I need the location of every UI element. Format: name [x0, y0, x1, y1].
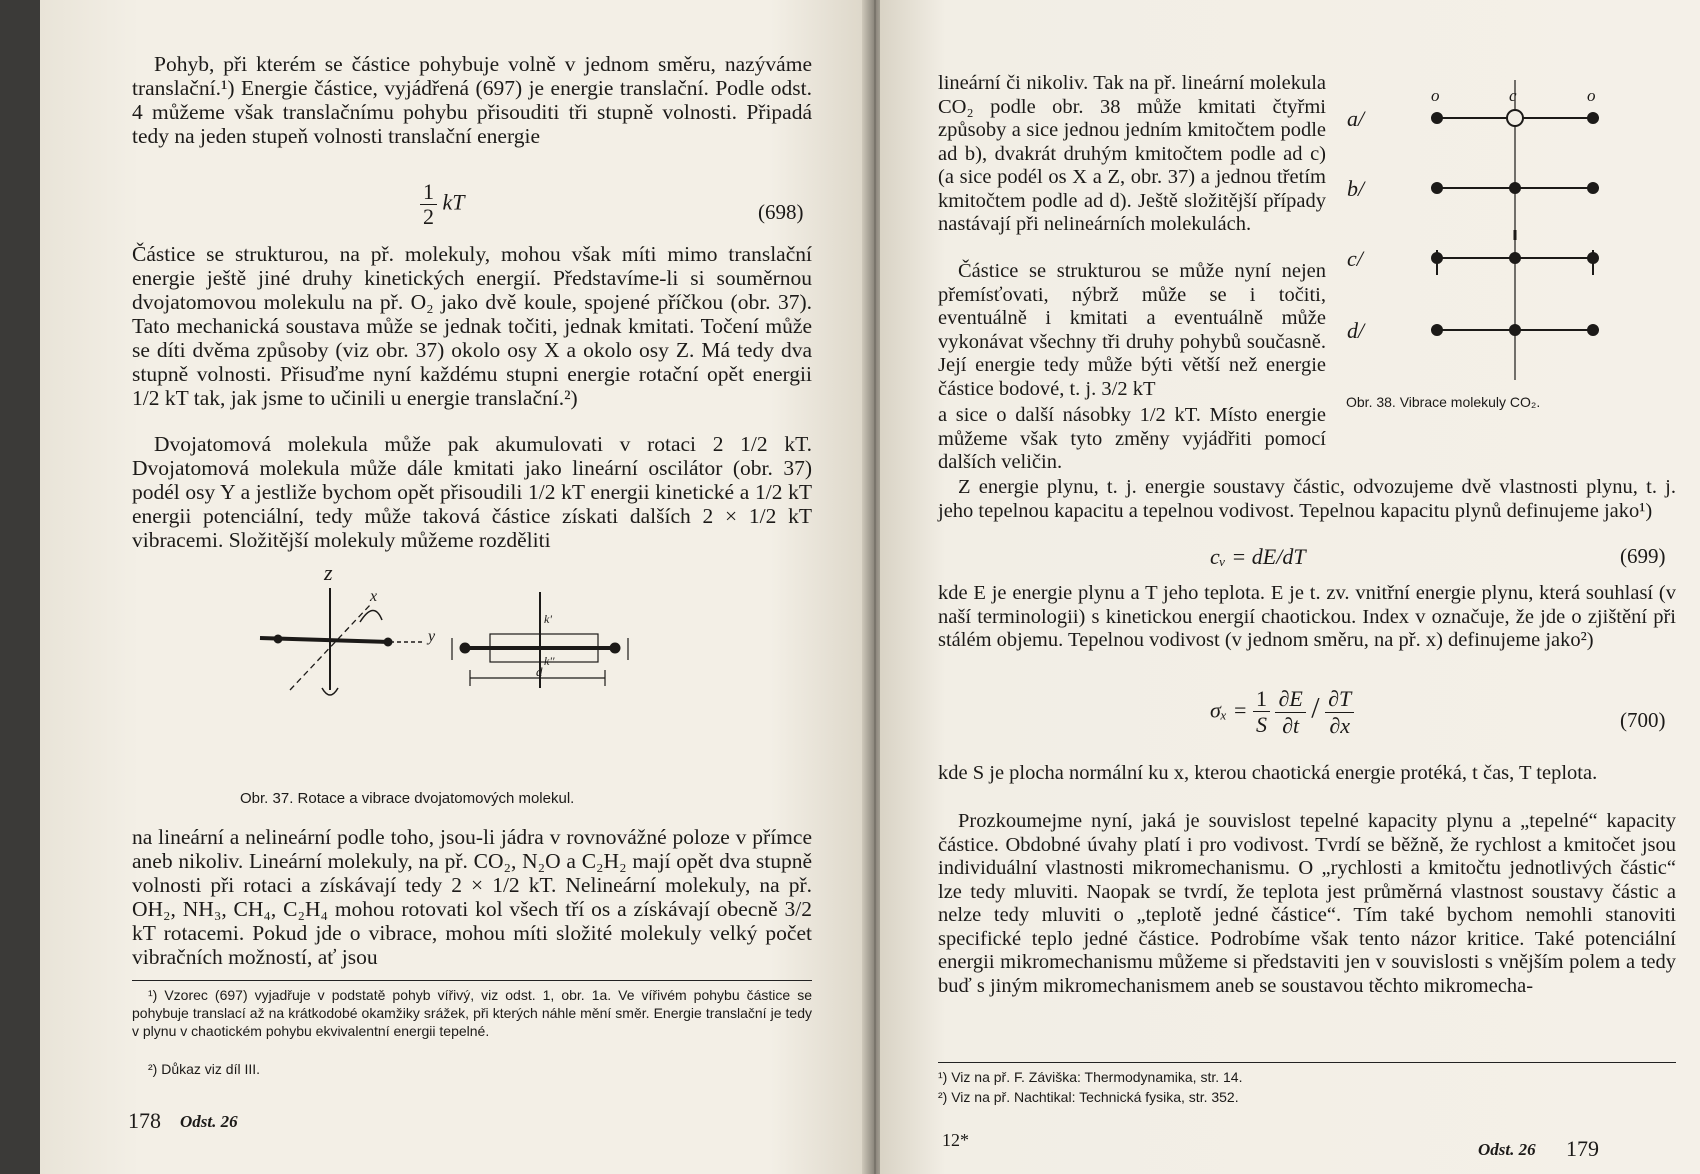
footnote-1: ¹) Vzorec (697) vyjadřuje v podstatě pohyb vířivý, viz odst. 1, obr. 1a. Ve vířivém pohybu částice se pohybuje translací až na krátkodobé okamžiky srážek, při kterých náhle mění směr. Energie translační je tedy v plynu v chaotickém pohybu ekvivalentní energii tepelné.: [132, 987, 812, 1039]
paragraph-diatomic: Dvojatomová molekula může pak akumulovati v rotaci 2 1/2 kT. Dvojatomová molekula může dále kmitati jako lineární oscilátor (obr. 37) podél osy Y a jestliže bychom opět přisoudili 1/2 kT energii kinetické a 1/2 kT energii potenciální, tedy může taková částice získati dalších 2 × 1/2 kT vibracemi. Složitější molekuly můžeme rozděliti: [132, 432, 812, 552]
paragraph-internal-energy: kde E je energie plynu a T jeho teplota. E je t. zv. vnitřní energie plynu, která souhlasí (v naší terminologii) s kinetickou energií chaotickou. Index v označuje, že jde o zjištění při stálém objemu. Tepelnou vodivost (v jednom směru, na př. x) definujeme jako²): [938, 582, 1676, 651]
footnote-rule-right: [938, 1062, 1676, 1063]
dimension-k2-label: k'': [544, 654, 555, 668]
figure-38-drawing: [1345, 80, 1685, 400]
figure-38: [1345, 80, 1685, 400]
equation-698: $\frac{1}{2}$ kT: [420, 180, 465, 229]
paragraph-gas-properties: Z energie plynu, t. j. energie soustavy částic, odvozujeme dvě vlastnosti plynu, t. j. jeho tepelnou kapacitu a tepelnou vodivost. Tepelnou kapacitu plynů definujeme jako¹): [938, 476, 1676, 522]
paragraph-linear-molecules: na lineární a nelineární podle toho, jsou-li jádra v rovnovážné poloze v přímce aneb nikoliv. Lineární molekuly, na př. CO₂, N₂O a C₂H₂ mají opět dva stupně volnosti při rotaci a získávají tedy 2 × 1/2 kT. Nelineární molekuly, na př. OH₂, NH₃, CH₄, C₂H₄ mohou rotovati kol všech tří os a získávají obecně 3/2 kT rotacemi. Pokud jde o vibrace, mohou míti složité molekuly velký počet vibračních možností, ať jsou: [132, 825, 812, 969]
right-page: [880, 0, 1700, 1174]
figure-37-drawing: [220, 560, 740, 750]
axis-y-label: y: [428, 628, 436, 645]
axis-z-label: z: [324, 560, 333, 585]
figure-38-caption: Obr. 38. Vibrace molekuly CO₂.: [1346, 394, 1541, 410]
footnote-right-2: ²) Viz na př. Nachtikal: Technická fysika, str. 352.: [938, 1089, 1239, 1105]
row-d-label: d/: [1347, 318, 1365, 343]
equation-699-label: (699): [1620, 544, 1666, 568]
equation-699: cᵥ = dE/dT: [1210, 544, 1306, 569]
paragraph-area-definition: kde S je plocha normální ku x, kterou chaotická energie protéká, t čas, T teplota.: [938, 762, 1598, 784]
row-b-label: b/: [1347, 176, 1365, 201]
footnote-rule: [132, 980, 812, 981]
dimension-d-label: d: [536, 664, 543, 679]
dimension-k-label: k': [544, 612, 552, 626]
equation-700: σₓ = $\frac{1}{S}$ $\frac{\partial E}{\partial t}$ / $\frac{\partial T}{\partial x}$: [1210, 686, 1354, 739]
section-marker-left: Odst. 26: [180, 1112, 238, 1131]
equation-700-label: (700): [1620, 708, 1666, 732]
footnote-2: ²) Důkaz viz díl III.: [148, 1061, 261, 1077]
figure-37: [220, 560, 740, 750]
paragraph-co2-vibration: lineární či nikoliv. Tak na př. lineární molekula CO₂ podle obr. 38 může kmitati čtyřmi způsoby a sice jednou jedním kmitočtem podle ad b), dvakrát druhým kmitočtem podle ad c) (a sice podél os X a Z, obr. 37) a jednou třetím kmitočtem podle ad d). Ještě složitější případy nastávají při nelineárních molekulách.: [938, 72, 1326, 235]
atom-o2-label: o: [1587, 86, 1596, 105]
equation-698-label: (698): [758, 200, 804, 224]
signature-mark: 12*: [942, 1130, 969, 1150]
atom-c-label: c: [1509, 86, 1517, 105]
row-a-label: a/: [1347, 106, 1365, 131]
figure-37-caption: Obr. 37. Rotace a vibrace dvojatomových molekul.: [240, 790, 575, 807]
footnote-right-1: ¹) Viz na př. F. Záviška: Thermodynamika, str. 14.: [938, 1069, 1243, 1085]
paragraph-structured-particles: Částice se strukturou, na př. molekuly, mohou však míti mimo translační energie ještě jiné druhy kinetických energií. Představíme-li si souměrnou dvojatomovou molekulu na př. O₂ jako dvě koule, spojené příčkou (obr. 37). Tato mechanická soustava může se jednak točiti, jednak kmitati. Točení může se díti dvěma způsoby (viz obr. 37) okolo osy X a okolo osy Z. Má tedy dva stupně volnosti. Přisuďme nyní každému stupni energie rotační opět energii 1/2 kT tak, jak jsme to učinili u energie translační.²): [132, 242, 812, 410]
axis-x-label: x: [370, 588, 378, 605]
atom-o1-label: o: [1431, 86, 1440, 105]
paragraph-structured-motion: Částice se strukturou se může nyní nejen přemísťovati, nýbrž může se i točiti, eventuálně i kmitati a eventuálně může vykonávat všechny tři druhy pohybů současně. Její energie tedy může býti větší než energie částice bodové, t. j. 3/2 kT: [938, 260, 1326, 400]
left-page: [40, 0, 870, 1174]
paragraph-translation: Pohyb, při kterém se částice pohybuje volně v jednom směru, nazýváme translační.¹) Energie částice, vyjádřená (697) je energie translační. Podle odst. 4 můžeme však translačnímu pohybu přisouditi tři stupně volnosti. Připadá tedy na jeden stupeň volnosti translační energie: [132, 52, 812, 148]
section-marker-right: Odst. 26: [1478, 1140, 1536, 1159]
row-c-label: c/: [1347, 246, 1363, 271]
page-number-right: 179: [1566, 1136, 1599, 1161]
paragraph-continuation: a sice o další násobky 1/2 kT. Místo energie můžeme však tyto změny vyjádřiti pomocí dalších veličin.: [938, 404, 1326, 473]
page-number-left: 178: [128, 1108, 161, 1133]
paragraph-heat-capacity: Prozkoumejme nyní, jaká je souvislost tepelné kapacity plynu a „tepelné“ kapacity částice. Obdobné úvahy platí i pro vodivost. Tvrdí se běžně, že rychlost a kmitočet jsou individuální vlastnosti mikromechanismu. O „rychlosti a kmitočtu jednotlivých částic“ lze tedy mluviti. Naopak se tvrdí, že teplota jest průměrná vlastnost soustavy částic a nelze tedy mluviti o „teplotě jedné částice“. Tím také bychom nemohli stanoviti specifické teplo jedné částice. Podrobíme však tento názor kritice. Také potenciální energii mikromechanismu můžeme si představiti jen v souvislosti s vnějším polem a tedy buď s jiným mikromechanismem aneb se soustavou těchto mikromecha-: [938, 810, 1676, 997]
